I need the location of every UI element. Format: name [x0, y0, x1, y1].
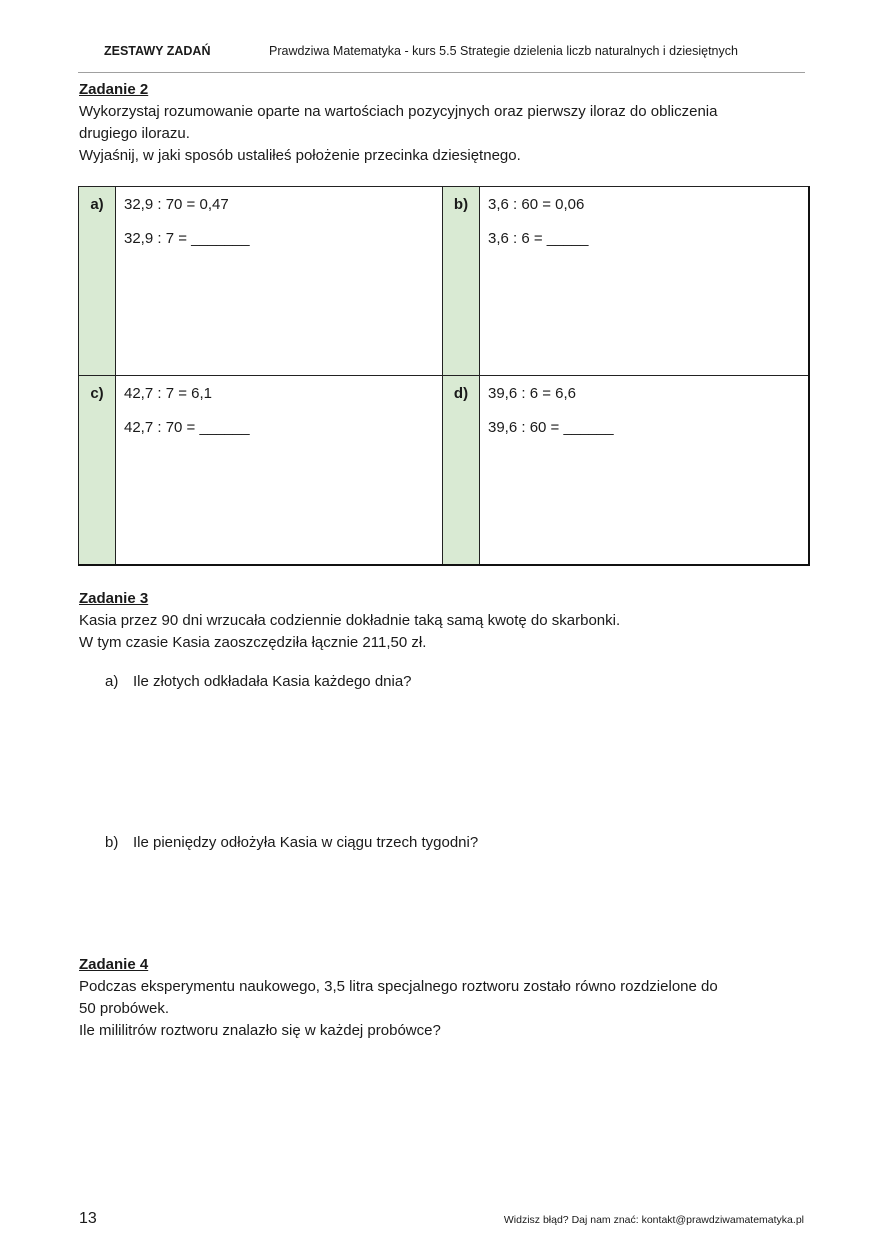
- task-2-text-line-2: drugiego ilorazu.: [79, 125, 190, 142]
- item-marker: b): [105, 834, 119, 851]
- task-4-text-line-1: Podczas eksperymentu naukowego, 3,5 litra specjalnego roztworu zostało równo rozdzielone do: [79, 978, 718, 995]
- label-text: d): [453, 385, 469, 402]
- given-equation: 32,9 : 70 = 0,47: [124, 196, 229, 213]
- page-header: [78, 36, 805, 73]
- task-2-title: Zadanie 2: [79, 81, 149, 98]
- task-4-text-line-3: Ile mililitrów roztworu znalazło się w każdej probówce?: [79, 1022, 441, 1039]
- label-text: b): [453, 196, 469, 213]
- task-4-text-line-2: 50 probówek.: [79, 1000, 170, 1017]
- cell-content-b[interactable]: [480, 187, 809, 376]
- question-equation: 42,7 : 70 = ______: [124, 419, 250, 436]
- cell-content-a[interactable]: [116, 187, 443, 376]
- question-equation: 32,9 : 7 = _______: [124, 230, 250, 247]
- cell-content-c[interactable]: [116, 376, 443, 566]
- task-3: [79, 588, 809, 654]
- task-3-item-b: [105, 834, 478, 851]
- label-text: a): [90, 196, 104, 213]
- cell-label-b: [443, 187, 480, 376]
- task-4-title: Zadanie 4: [79, 956, 149, 973]
- task-3-text-line-2: W tym czasie Kasia zaoszczędziła łącznie 211,50 zł.: [79, 634, 427, 651]
- cell-content-d[interactable]: [480, 376, 809, 566]
- task-2-text-line-3: Wyjaśnij, w jaki sposób ustaliłeś położenie przecinka dziesiętnego.: [79, 147, 521, 164]
- given-equation: 3,6 : 60 = 0,06: [488, 196, 585, 213]
- item-text: Ile pieniędzy odłożyła Kasia w ciągu trzech tygodni?: [133, 834, 479, 851]
- given-equation: 39,6 : 6 = 6,6: [488, 385, 576, 402]
- label-text: c): [90, 385, 104, 402]
- cell-label-a: [79, 187, 116, 376]
- cell-label-c: [79, 376, 116, 566]
- exercise-table: [78, 186, 810, 566]
- question-equation: 3,6 : 6 = _____: [488, 230, 589, 247]
- section-label: ZESTAWY ZADAŃ: [104, 44, 211, 58]
- item-marker: a): [105, 673, 119, 690]
- course-title: Prawdziwa Matematyka - kurs 5.5 Strategie dzielenia liczb naturalnych i dziesiętnych: [269, 44, 738, 58]
- task-3-text-line-1: Kasia przez 90 dni wrzucała codziennie dokładnie taką samą kwotę do skarbonki.: [79, 612, 621, 629]
- question-equation: 39,6 : 60 = ______: [488, 419, 614, 436]
- task-3-title: Zadanie 3: [79, 590, 149, 607]
- table-row: [79, 376, 809, 566]
- task-2-text-line-1: Wykorzystaj rozumowanie oparte na wartościach pozycyjnych oraz pierwszy iloraz do obliczenia: [79, 103, 718, 120]
- given-equation: 42,7 : 7 = 6,1: [124, 385, 212, 402]
- cell-label-d: [443, 376, 480, 566]
- task-4: [79, 954, 809, 1042]
- table-row: [79, 187, 809, 376]
- task-3-item-a: [105, 673, 412, 690]
- page-number: 13: [79, 1210, 97, 1227]
- item-text: Ile złotych odkładała Kasia każdego dnia?: [133, 673, 412, 690]
- task-2: [79, 79, 809, 167]
- feedback-note: Widzisz błąd? Daj nam znać: kontakt@prawdziwamatematyka.pl: [503, 1214, 804, 1226]
